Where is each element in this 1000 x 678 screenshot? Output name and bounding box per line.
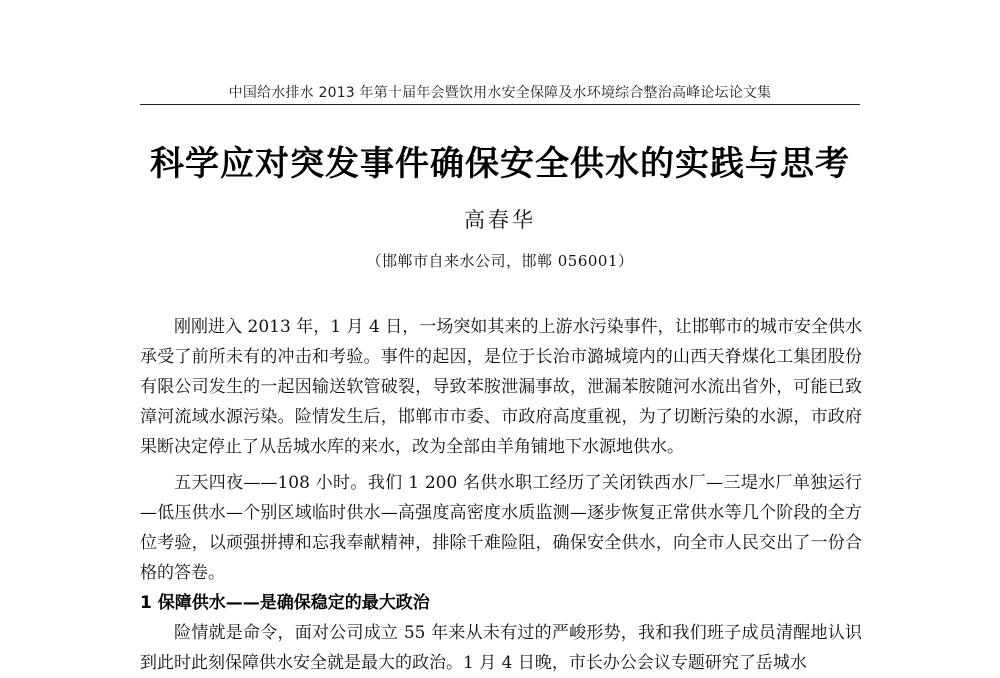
author-affiliation: （邯郸市自来水公司，邯郸 056001） bbox=[366, 252, 634, 270]
body-paragraph: 五天四夜——108 小时。我们 1 200 名供水职工经历了关闭铁西水厂—三堤水厂单独运行—低压供水—个别区域临时供水—高强度高密度水质监测—逐步恢复正常供水等几个阶段的全方位考验，以顽强拼搏和忘我奉献精神，排除千难险阻，确保安全供水，向全市人民交出了一份合格的答卷。 bbox=[140, 473, 862, 583]
author-name: 高春华 bbox=[464, 208, 536, 232]
article-title: 科学应对突发事件确保安全供水的实践与思考 bbox=[150, 144, 850, 184]
article-body bbox=[140, 312, 862, 678]
header-rule bbox=[140, 104, 860, 105]
section-heading: 1 保障供水——是确保稳定的最大政治 bbox=[140, 593, 430, 613]
running-header: 中国给水排水 2013 年第十届年会暨饮用水安全保障及水环境综合整治高峰论坛论文集 bbox=[228, 85, 772, 101]
body-paragraph: 刚刚进入 2013 年，1 月 4 日，一场突如其来的上游水污染事件，让邯郸市的城市安全供水承受了前所未有的冲击和考验。事件的起因，是位于长治市潞城境内的山西天脊煤化工集团股份有限公司发生的一起因输送软管破裂，导致苯胺泄漏事故，泄漏苯胺随河水流出省外，可能已致漳河流域水源污染。险情发生后，邯郸市市委、市政府高度重视，为了切断污染的水源，市政府果断决定停止了从岳城水库的来水，改为全部由羊角铺地下水源地供水。 bbox=[140, 317, 862, 457]
section-paragraph: 险情就是命令，面对公司成立 55 年来从未有过的严峻形势，我和我们班子成员清醒地认识到此时此刻保障供水安全就是最大的政治。1 月 4 日晚，市长办公会议专题研究了岳城水 bbox=[140, 623, 862, 673]
